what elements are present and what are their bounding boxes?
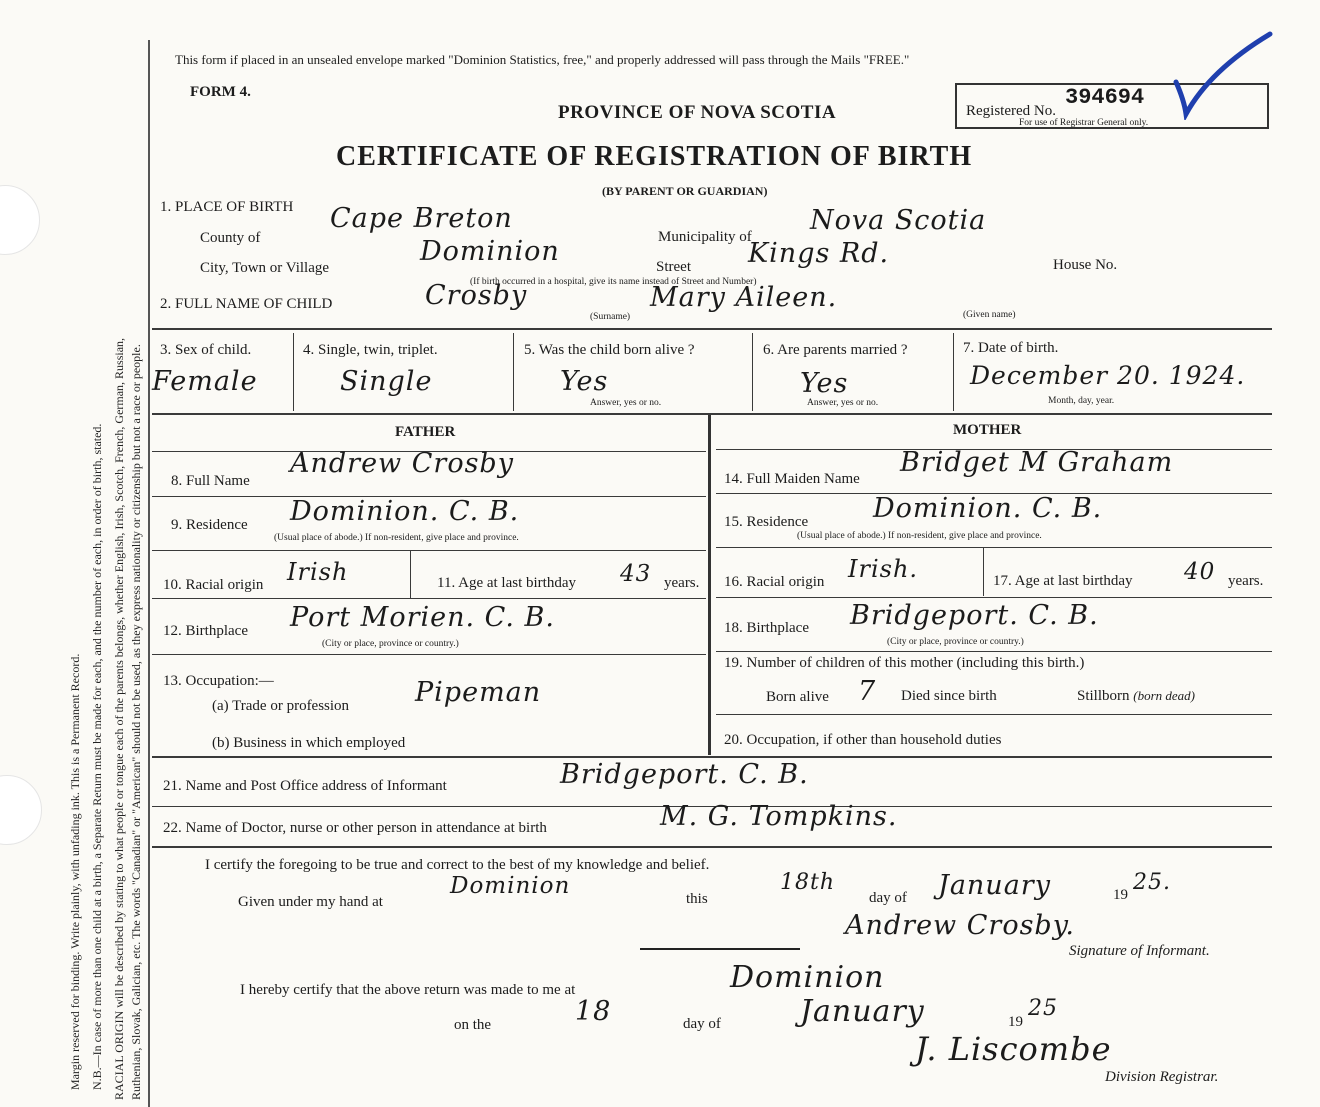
mother-racial-divider [983,548,984,596]
mother-children-label: 19. Number of children of this mother (including this birth.) [724,655,1085,671]
father-residence-caption: (Usual place of abode.) If non-resident, give place and province. [274,533,519,543]
mother-residence-caption: (Usual place of abode.) If non-resident, give place and province. [797,531,1042,541]
child-name-label: 2. FULL NAME OF CHILD [160,296,333,312]
rule-m6 [716,714,1272,715]
certificate-subtitle: (BY PARENT OR GUARDIAN) [602,184,768,198]
col-divider-2 [513,333,514,411]
mother-occupation-label: 20. Occupation, if other than household duties [724,732,1002,748]
married-value: Yes [800,368,849,399]
registrar-day: 18 [575,996,612,1027]
margin-note-multiple-births: N.B.—In case of more than one child at a birth, a Separate Return must be made for each, and the number of each, in order of birth, stated. [90,423,104,1090]
given-under-label: Given under my hand at [238,894,383,910]
stillborn-text: Stillborn [1077,688,1130,704]
mother-years: years. [1228,573,1264,589]
father-residence-label: 9. Residence [171,517,248,533]
margin-rule [148,40,150,1107]
date-value: December 20. 1924. [970,361,1246,390]
this-label: this [686,891,708,907]
rule-f4 [152,598,706,599]
alive-caption: Answer, yes or no. [590,398,662,408]
given-place: Dominion [450,873,571,899]
mother-residence-label: 15. Residence [724,514,809,530]
registrar-certify-text: I hereby certify that the above return was made to me at [240,982,576,998]
mother-racial-value: Irish. [848,555,919,583]
registered-number: 394694 [1065,85,1145,110]
doctor-value: M. G. Tompkins. [660,801,898,832]
mother-heading: MOTHER [953,422,1022,438]
father-birthplace-label: 12. Birthplace [163,623,248,639]
rule-doctor [152,846,1272,848]
house-label: House No. [1053,257,1118,273]
municipality-value: Nova Scotia [810,205,987,236]
sex-value: Female [152,366,258,397]
registrar-year-prefix: 19 [1008,1014,1023,1030]
born-alive-value: 7 [858,676,877,707]
born-alive-label: Born alive [766,689,829,705]
child-given-name: Mary Aileen. [650,282,838,313]
father-trade-value: Pipeman [415,677,542,708]
registrar-year: 25 [1028,996,1058,1021]
rule-m5 [716,651,1272,652]
col-divider-3 [752,333,753,411]
father-years: years. [664,575,700,591]
hospital-note: (If birth occurred in a hospital, give its name instead of Street and Number) [470,277,757,287]
registrar-day-of: day of [683,1016,721,1032]
informant-signature: Andrew Crosby. [845,910,1075,941]
given-month: January [938,870,1051,901]
col-divider-4 [953,333,954,411]
father-name-value: Andrew Crosby [290,448,514,479]
sex-label: 3. Sex of child. [160,342,252,358]
mother-residence-value: Dominion. C. B. [873,493,1103,524]
informant-signature-caption: Signature of Informant. [1069,943,1210,959]
single-label: 4. Single, twin, triplet. [303,342,438,358]
check-mark [1170,30,1280,120]
father-heading: FATHER [395,424,456,440]
mother-name-label: 14. Full Maiden Name [724,471,860,487]
father-age-label: 11. Age at last birthday [437,575,576,591]
city-value: Dominion [420,236,560,267]
died-since-label: Died since birth [901,688,997,704]
given-year-prefix: 19 [1113,887,1128,903]
place-of-birth-heading: 1. PLACE OF BIRTH [160,199,294,215]
mother-name-value: Bridget M Graham [900,447,1174,478]
county-label: County of [200,230,261,246]
street-label: Street [656,259,691,275]
city-label: City, Town or Village [200,260,330,276]
rule-m3 [716,547,1272,548]
mother-birthplace-caption: (City or place, province or country.) [887,637,1024,647]
stillborn-label [1077,688,1195,705]
margin-note-racial-origin-cont: Ruthenian, Slovak, Galician, etc. The words "Canadian" or "American" should not be used, as they express nationality or citizenship but not a race or people. [129,344,143,1100]
rule-f3 [152,550,706,551]
alive-label: 5. Was the child born alive ? [524,342,695,358]
mother-birthplace-value: Bridgeport. C. B. [850,600,1099,631]
margin-note-binding: Margin reserved for binding. Write plainly, with unfading ink. This is a Permanent Record. [68,653,82,1090]
municipality-label: Municipality of [658,229,752,245]
father-occupation-label: 13. Occupation:— [163,673,274,689]
on-the-label: on the [454,1017,492,1033]
street-value: Kings Rd. [748,238,890,269]
certify-text: I certify the foregoing to be true and correct to the best of my knowledge and belief. [205,857,710,873]
given-caption: (Given name) [963,310,1016,320]
day-of-label: day of [869,890,907,906]
alive-value: Yes [560,366,609,397]
margin-note-racial-origin: RACIAL ORIGIN will be described by stating to what people or tongue each of the parents belongs, whether English, Irish, Scotch, French, German, Russian, [112,337,126,1100]
single-value: Single [340,366,433,397]
informant-value: Bridgeport. C. B. [560,759,809,790]
rule-f5 [152,654,706,655]
father-birthplace-caption: (City or place, province or country.) [322,639,459,649]
certificate-title: CERTIFICATE OF REGISTRATION OF BIRTH [336,141,973,172]
father-business-label: (b) Business in which employed [212,735,406,751]
registrar-month: January [800,994,925,1029]
registrar-note: For use of Registrar General only. [1019,118,1149,128]
mother-birthplace-label: 18. Birthplace [724,620,809,636]
rule-parents-bottom [152,756,1272,758]
division-registrar-caption: Division Registrar. [1105,1069,1219,1085]
mother-age-value: 40 [1184,559,1216,585]
province-heading: PROVINCE OF NOVA SCOTIA [558,102,837,123]
surname-caption: (Surname) [590,312,631,322]
father-residence-value: Dominion. C. B. [290,496,520,527]
mail-notice: This form if placed in an unsealed envelope marked "Dominion Statistics, free," and properly addressed will pass through the Mails "FREE." [175,52,910,67]
rule-m4 [716,597,1272,598]
father-racial-value: Irish [287,558,349,586]
doctor-label: 22. Name of Doctor, nurse or other person in attendance at birth [163,820,547,836]
father-birthplace-value: Port Morien. C. B. [290,602,555,633]
married-label: 6. Are parents married ? [763,342,908,358]
father-name-label: 8. Full Name [171,473,250,489]
rule-row3-bottom [152,413,1272,415]
father-racial-label: 10. Racial origin [163,577,264,593]
date-label: 7. Date of birth. [963,340,1059,356]
binding-hole-top [0,185,40,255]
informant-label: 21. Name and Post Office address of Informant [163,778,447,794]
father-racial-divider [410,551,411,598]
child-surname: Crosby [425,280,528,311]
parents-divider [708,415,711,755]
date-caption: Month, day, year. [1048,396,1115,406]
father-trade-label: (a) Trade or profession [212,698,350,714]
county-value: Cape Breton [330,203,513,234]
col-divider-1 [293,333,294,411]
form-number: FORM 4. [190,84,251,100]
mother-age-label: 17. Age at last birthday [993,573,1133,589]
rule-top [152,328,1272,330]
father-age-value: 43 [620,561,652,587]
registrar-place: Dominion [730,960,885,995]
registrar-signature: J. Liscombe [915,1030,1112,1068]
given-day: 18th [780,870,836,895]
registered-label: Registered No. [966,103,1056,119]
binding-hole-bottom [0,775,42,845]
separator-short [640,948,800,950]
mother-racial-label: 16. Racial origin [724,574,825,590]
married-caption: Answer, yes or no. [807,398,879,408]
stillborn-note: (born dead) [1133,688,1196,703]
given-year: 25. [1133,870,1171,895]
